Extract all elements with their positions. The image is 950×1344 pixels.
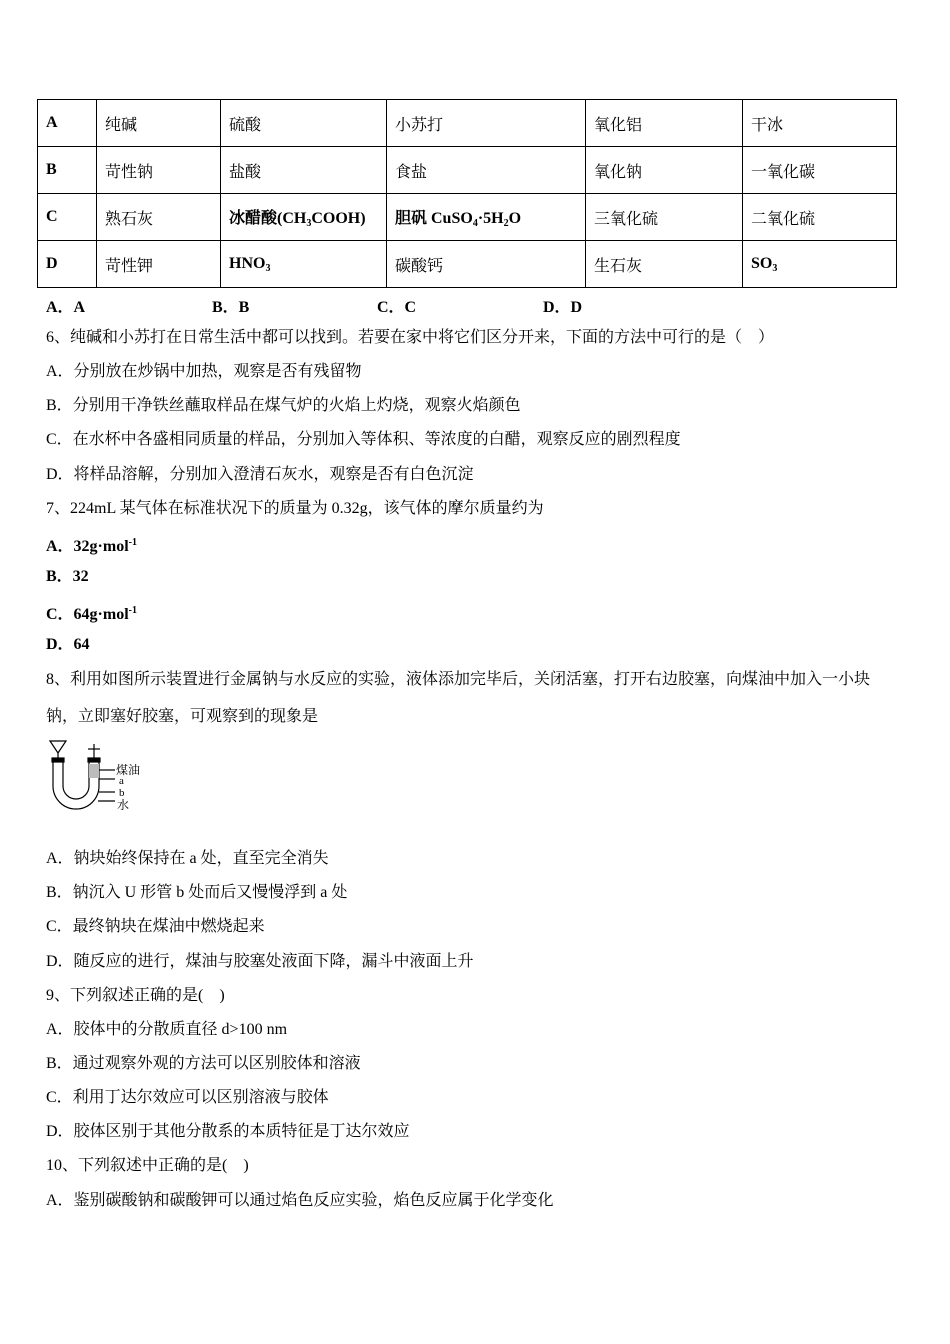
classification-table xyxy=(37,99,897,288)
table-cell: 氧化钠 xyxy=(586,147,743,194)
oil-label: 煤油 xyxy=(116,763,141,777)
q5-option-a: A．A xyxy=(46,299,86,316)
table-cell: 碳酸钙 xyxy=(387,241,586,288)
table-cell: 二氧化硫 xyxy=(743,194,897,241)
q6-option-c: C．在水杯中各盛相同质量的样品，分别加入等体积、等浓度的白醋，观察反应的剧烈程度 xyxy=(46,431,681,448)
table-cell: 小苏打 xyxy=(387,100,586,147)
q5-option-b: B．B xyxy=(212,299,250,316)
q10-option-a: A．鉴别碳酸钠和碳酸钾可以通过焰色反应实验，焰色反应属于化学变化 xyxy=(46,1192,554,1209)
option-text: C．64g·mol xyxy=(46,606,129,623)
water-label: 水 xyxy=(117,798,130,812)
u-tube-apparatus-figure xyxy=(40,736,150,818)
q9-option-b: B．通过观察外观的方法可以区别胶体和溶液 xyxy=(46,1055,361,1072)
q9-option-c: C．利用丁达尔效应可以区别溶液与胶体 xyxy=(46,1089,329,1106)
q6-option-d: D．将样品溶解，分别加入澄清石灰水，观察是否有白色沉淀 xyxy=(46,466,474,483)
subscript: 2 xyxy=(503,218,509,229)
q8-stem-line1: 8、利用如图所示装置进行金属钠与水反应的实验，液体添加完毕后，关闭活塞，打开右边胶塞，向煤油中加入一小块 xyxy=(46,671,871,688)
formula-part: O xyxy=(508,210,522,227)
funnel-icon xyxy=(50,741,66,753)
q7-option-c xyxy=(46,601,137,625)
q9-option-a: A．胶体中的分散质直径 d>100 nm xyxy=(46,1021,288,1038)
level-b-label: b xyxy=(119,787,125,799)
table-cell xyxy=(221,241,387,288)
formula-part: COOH) xyxy=(311,210,366,227)
table-row xyxy=(38,100,897,147)
q6-option-a: A．分别放在炒锅中加热，观察是否有残留物 xyxy=(46,363,362,380)
q10-stem: 10、下列叙述中正确的是( ) xyxy=(46,1157,249,1174)
table-cell: 硫酸 xyxy=(221,100,387,147)
q6-option-b: B．分别用干净铁丝蘸取样品在煤气炉的火焰上灼烧，观察火焰颜色 xyxy=(46,397,521,414)
row-label: D xyxy=(38,241,97,288)
table-row xyxy=(38,241,897,288)
table-cell: 食盐 xyxy=(387,147,586,194)
row-label: A xyxy=(38,100,97,147)
q7-option-d: D．64 xyxy=(46,636,90,653)
q5-option-c: C．C xyxy=(377,299,417,316)
table-cell: 干冰 xyxy=(743,100,897,147)
formula-part: ·5H xyxy=(477,210,504,227)
q9-stem: 9、下列叙述正确的是( ) xyxy=(46,987,225,1004)
q6-stem: 6、纯碱和小苏打在日常生活中都可以找到。若要在家中将它们区分开来，下面的方法中可行的是（ ） xyxy=(46,329,775,346)
table-cell: 纯碱 xyxy=(97,100,221,147)
formula-part: SO xyxy=(751,254,773,272)
formula-part: 冰醋酸(CH xyxy=(229,210,307,227)
table-cell: 苛性钠 xyxy=(97,147,221,194)
q8-option-c: C．最终钠块在煤油中燃烧起来 xyxy=(46,918,265,935)
table-cell: 熟石灰 xyxy=(97,194,221,241)
q9-option-d: D．胶体区别于其他分散系的本质特征是丁达尔效应 xyxy=(46,1123,410,1140)
q8-option-d: D．随反应的进行，煤油与胶塞处液面下降，漏斗中液面上升 xyxy=(46,953,474,970)
table-row xyxy=(38,147,897,194)
table-cell: 一氧化碳 xyxy=(743,147,897,194)
table-cell: 三氧化硫 xyxy=(586,194,743,241)
q7-option-b: B．32 xyxy=(46,568,89,585)
option-text: A．32g·mol xyxy=(46,538,129,555)
q5-option-d: D．D xyxy=(543,299,583,316)
row-label: C xyxy=(38,194,97,241)
table-cell xyxy=(743,241,897,288)
table-cell xyxy=(221,194,387,241)
level-a-label: a xyxy=(119,775,124,787)
table-row xyxy=(38,194,897,241)
table-cell xyxy=(387,194,586,241)
superscript: -1 xyxy=(128,605,138,616)
q7-stem: 7、224mL 某气体在标准状况下的质量为 0.32g，该气体的摩尔质量约为 xyxy=(46,500,544,517)
table-cell: 生石灰 xyxy=(586,241,743,288)
subscript: 3 xyxy=(306,218,312,229)
q8-option-a: A．钠块始终保持在 a 处，直至完全消失 xyxy=(46,850,329,867)
superscript: -1 xyxy=(128,537,138,548)
q8-stem-line2: 钠，立即塞好胶塞，可观察到的现象是 xyxy=(46,708,319,725)
formula-part: HNO xyxy=(229,254,266,272)
formula-part: 胆矾 CuSO xyxy=(395,210,473,227)
subscript: 4 xyxy=(472,218,478,229)
table-cell: 盐酸 xyxy=(221,147,387,194)
q8-option-b: B．钠沉入 U 形管 b 处而后又慢慢浮到 a 处 xyxy=(46,884,348,901)
table-cell: 氧化铝 xyxy=(586,100,743,147)
q7-option-a xyxy=(46,533,137,557)
row-label: B xyxy=(38,147,97,194)
subscript: 3 xyxy=(772,262,778,274)
table-cell: 苛性钾 xyxy=(97,241,221,288)
subscript: 3 xyxy=(265,262,271,274)
